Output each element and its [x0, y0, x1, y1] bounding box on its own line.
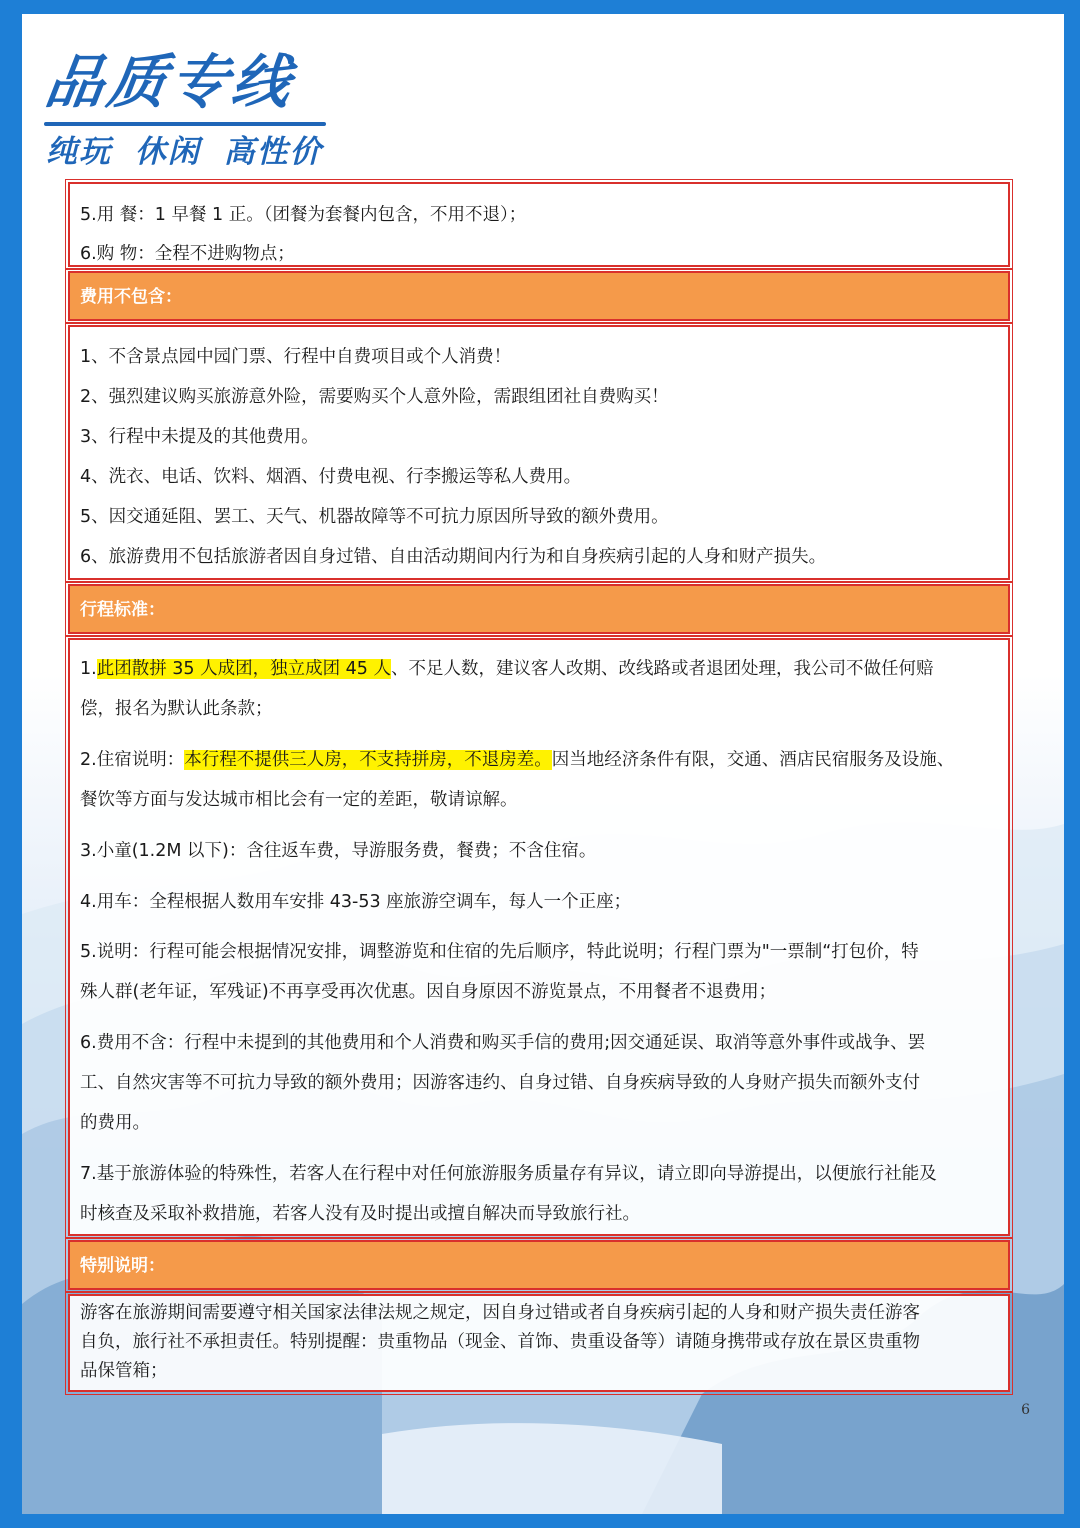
standard-item-5: 5.说明：行程可能会根据情况安排，调整游览和住宿的先后顺序，特此说明；行程门票为"一票制“打包价，特	[80, 942, 919, 962]
standard-item-4: 4.用车：全程根据人数用车安排 43-53 座旅游空调车，每人一个正座；	[80, 892, 632, 912]
brand-subtitle: 纯玩 休闲 高性价	[46, 134, 323, 170]
special-header	[68, 1240, 1010, 1290]
standard-item-3: 3.小童(1.2M 以下)：含往返车费，导游服务费，餐费；不含住宿。	[80, 841, 597, 861]
standard-item-6-line2: 工、自然灾害等不可抗力导致的额外费用；因游客违约、自身过错、自身疾病导致的人身财产损失而额外支付	[80, 1073, 920, 1093]
standard-item-1-rest: 、不足人数，建议客人改期、改线路或者退团处理，我公司不做任何赔	[391, 659, 934, 679]
standard-item-5-line2: 殊人群(老年证，军残证)不再享受再次优惠。因自身原因不游览景点，不用餐者不退费用；	[80, 982, 777, 1002]
standard-item-1-prefix: 1.	[80, 659, 97, 679]
standard-item-2-line2: 餐饮等方面与发达城市相比会有一定的差距，敬请谅解。	[80, 790, 518, 810]
excluded-header	[68, 271, 1010, 321]
special-line-3: 品保管箱；	[80, 1361, 168, 1381]
included-meals: 5.用 餐：1 早餐 1 正。（团餐为套餐内包含，不用不退）；	[80, 205, 527, 225]
brand-title: 品质专线	[41, 48, 299, 116]
list-item: 1、不含景点园中园门票、行程中自费项目或个人消费！	[80, 347, 512, 367]
standard-item-6-line3: 的费用。	[80, 1113, 150, 1133]
list-item: 6、旅游费用不包括旅游者因自身过错、自由活动期间内行为和自身疾病引起的人身和财产损失。	[80, 547, 827, 567]
standard-item-1	[80, 653, 934, 685]
included-shopping: 6.购 物：全程不进购物点；	[80, 244, 295, 264]
special-header-label: 特别说明：	[80, 1256, 165, 1276]
list-item: 4、洗衣、电话、饮料、烟酒、付费电视、行李搬运等私人费用。	[80, 467, 582, 487]
standard-header-label: 行程标准：	[80, 600, 165, 620]
highlight-group-size: 此团散拼 35 人成团，独立成团 45 人	[96, 659, 391, 679]
highlight-room-policy: 本行程不提供三人房，不支持拼房，不退房差。	[184, 750, 552, 770]
page	[22, 14, 1064, 1514]
brand-divider	[44, 122, 326, 126]
standard-item-7: 7.基于旅游体验的特殊性，若客人在行程中对任何旅游服务质量存有异议，请立即向导游提出，以便旅行社能及	[80, 1164, 937, 1184]
excluded-list	[68, 325, 1010, 580]
list-item: 2、强烈建议购买旅游意外险，需要购买个人意外险，需跟组团社自费购买！	[80, 387, 669, 407]
standard-item-7-line2: 时核查及采取补救措施，若客人没有及时提出或擅自解决而导致旅行社。	[80, 1204, 640, 1224]
standard-item-2-rest: 因当地经济条件有限，交通、酒店民宿服务及设施、	[551, 750, 955, 770]
special-body	[68, 1294, 1010, 1392]
included-continued-box	[68, 182, 1010, 267]
special-line-2: 自负，旅行社不承担责任。特别提醒：贵重物品（现金、首饰、贵重设备等）请随身携带或存放在景区贵重物	[80, 1332, 920, 1352]
standard-item-2	[80, 744, 954, 776]
standard-item-1-line2: 偿，报名为默认此条款；	[80, 699, 273, 719]
standard-item-2-prefix: 2.住宿说明：	[80, 750, 185, 770]
special-line-1: 游客在旅游期间需要遵守相关国家法律法规之规定，因自身过错或者自身疾病引起的人身和财产损失责任游客	[80, 1303, 920, 1323]
page-number: 6	[1021, 1402, 1030, 1418]
standard-header	[68, 584, 1010, 634]
standard-item-6: 6.费用不含：行程中未提到的其他费用和个人消费和购买手信的费用;因交通延误、取消等意外事件或战争、罢	[80, 1033, 926, 1053]
list-item: 3、行程中未提及的其他费用。	[80, 427, 319, 447]
excluded-header-label: 费用不包含：	[80, 287, 182, 307]
standard-body	[68, 638, 1010, 1236]
list-item: 5、因交通延阻、罢工、天气、机器故障等不可抗力原因所导致的额外费用。	[80, 507, 669, 527]
